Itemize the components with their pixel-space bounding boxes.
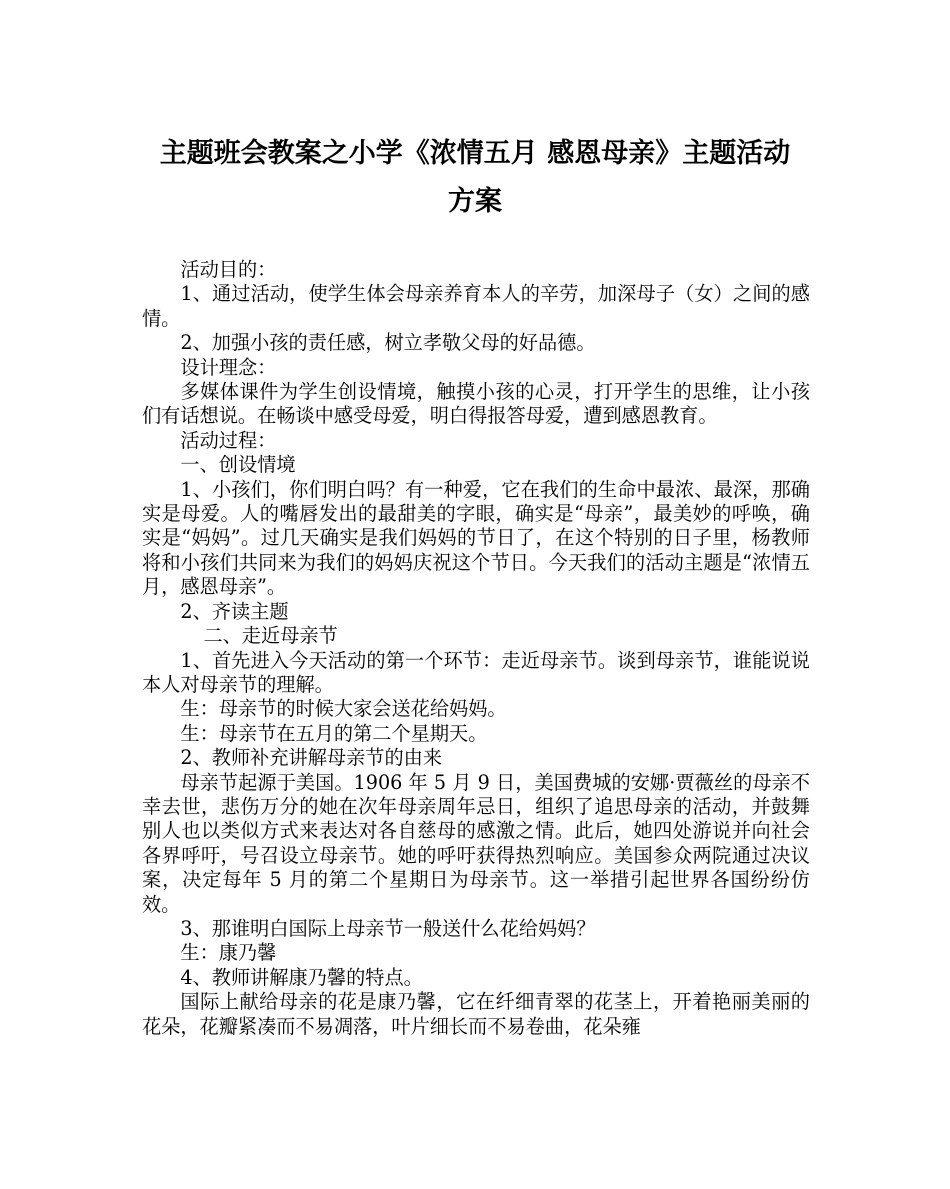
- paragraph: 活动目的：: [180, 258, 277, 281]
- paragraph: 4、教师讲解康乃馨的特点。: [180, 965, 423, 989]
- paragraph: 2、齐读主题: [180, 599, 289, 623]
- paragraph: 母亲节起源于美国。1906 年 5 月 9 日，美国费城的安娜·贾薇丝的母亲不幸去世，悲伤万分的她在次年母亲周年忌日，组织了追思母亲的活动，并鼓舞别人也以类似方式来表达对各自慈母的感激之情。此后，她四处游说并向社会各界呼吁，号召设立母亲节。她的呼吁获得热烈响应。美国参众两院通过决议案，决定每年 5 月的第二个星期日为母亲节。这一举措引起世界各国纷纷仿效。: [142, 770, 810, 916]
- paragraph: 1、通过活动，使学生体会母亲养育本人的辛劳，加深母子（女）之间的感情。: [142, 282, 810, 330]
- paragraph: 2、教师补充讲解母亲节的由来: [180, 746, 443, 770]
- paragraph: 多媒体课件为学生创设情境，触摸小孩的心灵，打开学生的思维，让小孩们有话想说。在畅谈中感受母爱，明白得报答母爱，遭到感恩教育。: [142, 380, 810, 428]
- paragraph: 二、走近母亲节: [203, 624, 338, 648]
- title-line-1: 主题班会教案之小学《浓情五月 感恩母亲》主题活动: [159, 138, 791, 169]
- title-line-2: 方案: [448, 186, 502, 217]
- paragraph: 1、小孩们，你们明白吗？有一种爱，它在我们的生命中最浓、最深，那确实是母爱。人的嘴唇发出的最甜美的字眼，确实是“母亲”，最美妙的呼唤，确实是“妈妈”。过几天确实是我们妈妈的节日了，在这个特别的日子里，杨教师将和小孩们共同来为我们的妈妈庆祝这个节日。今天我们的活动主题是“浓情五月，感恩母亲”。: [142, 477, 810, 599]
- paragraph: 生：康乃馨: [180, 941, 277, 965]
- document-title: [140, 130, 810, 226]
- paragraph: 活动过程：: [180, 428, 277, 452]
- paragraph: 生：母亲节在五月的第二个星期天。: [180, 721, 488, 745]
- paragraph: 1、首先进入今天活动的第一个环节：走近母亲节。谈到母亲节，谁能说说本人对母亲节的理解。: [142, 648, 810, 696]
- paragraph: 国际上献给母亲的花是康乃馨，它在纤细青翠的花茎上，开着艳丽美丽的花朵，花瓣紧凑而不易凋落，叶片细长而不易卷曲，花朵雍: [142, 990, 810, 1038]
- paragraph: 生：母亲节的时候大家会送花给妈妈。: [180, 697, 507, 721]
- paragraph: 一、创设情境: [180, 453, 296, 477]
- paragraph: 设计理念：: [180, 355, 277, 379]
- document-body: [142, 258, 810, 1039]
- paragraph: 2、加强小孩的责任感，树立孝敬父母的好品德。: [180, 331, 596, 355]
- paragraph: 3、那谁明白国际上母亲节一般送什么花给妈妈？: [180, 916, 596, 940]
